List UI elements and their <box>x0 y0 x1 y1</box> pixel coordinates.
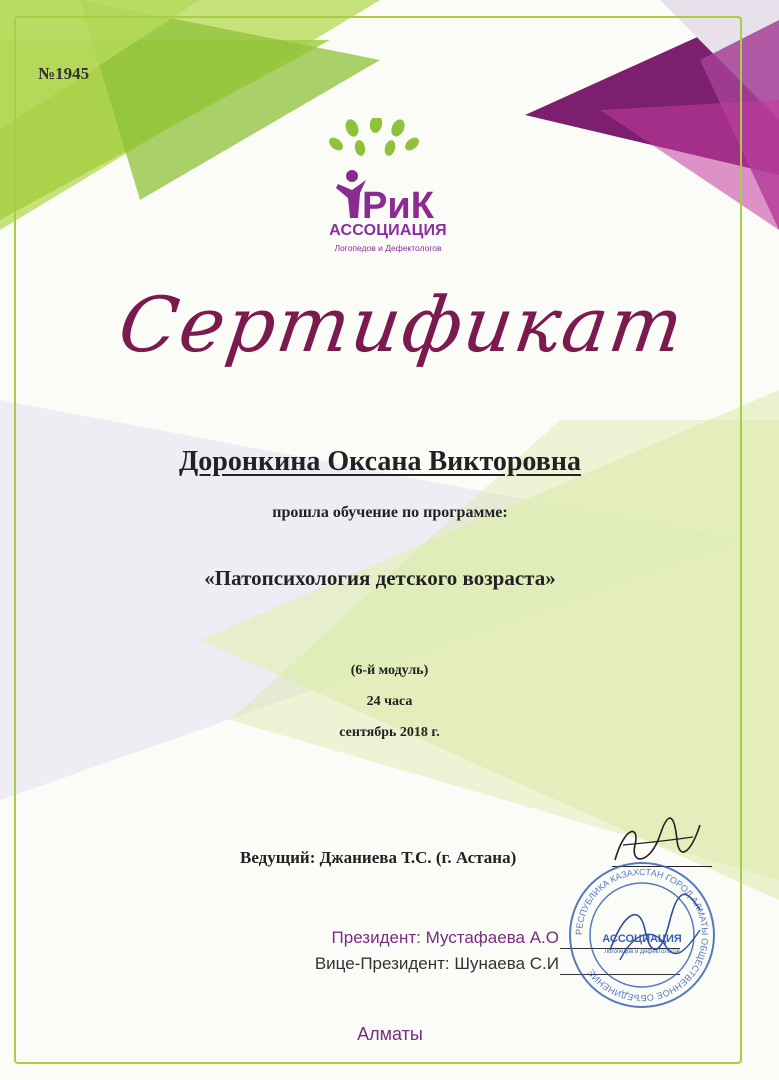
vice-president-line: Вице-Президент: Шунаева С.И <box>314 954 559 973</box>
lead-instructor: Ведущий: Джаниева Т.С. (г. Астана) <box>240 848 517 867</box>
program-name: «Патопсихология детского возраста» <box>204 566 556 590</box>
recipient-name: Доронкина Оксана Викторовна <box>179 446 581 477</box>
certificate-title: Сертификат <box>113 280 691 369</box>
completed-text: прошла обучение по программе: <box>272 504 508 521</box>
stamp-ring-text: РЕСПУБЛИКА КАЗАХСТАН ГОРОД АЛМАТЫ ОБЩЕСТВЕННОЕ ОБЪЕДИНЕНИЕ <box>573 866 711 1004</box>
leaves-icon <box>327 118 422 157</box>
city: Алматы <box>357 1024 423 1044</box>
logo-letters: РиК <box>362 185 434 227</box>
date-text: сентябрь 2018 г. <box>339 725 440 740</box>
president-signature <box>600 890 710 970</box>
association-subtitle: Логопедов и Дефектологов <box>334 243 442 253</box>
president-line: Президент: Мустафаева А.О <box>331 928 559 947</box>
stamp-center-title: АССОЦИАЦИЯ <box>602 933 682 945</box>
module-text: (6-й модуль) <box>350 663 429 678</box>
lead-signature <box>605 815 705 875</box>
stamp-center-sub: Логопедов и Дефектологов <box>604 949 680 955</box>
certificate-number: №1945 <box>38 64 90 83</box>
association-title: АССОЦИАЦИЯ <box>329 222 447 239</box>
hours-text: 24 часа <box>366 694 413 709</box>
